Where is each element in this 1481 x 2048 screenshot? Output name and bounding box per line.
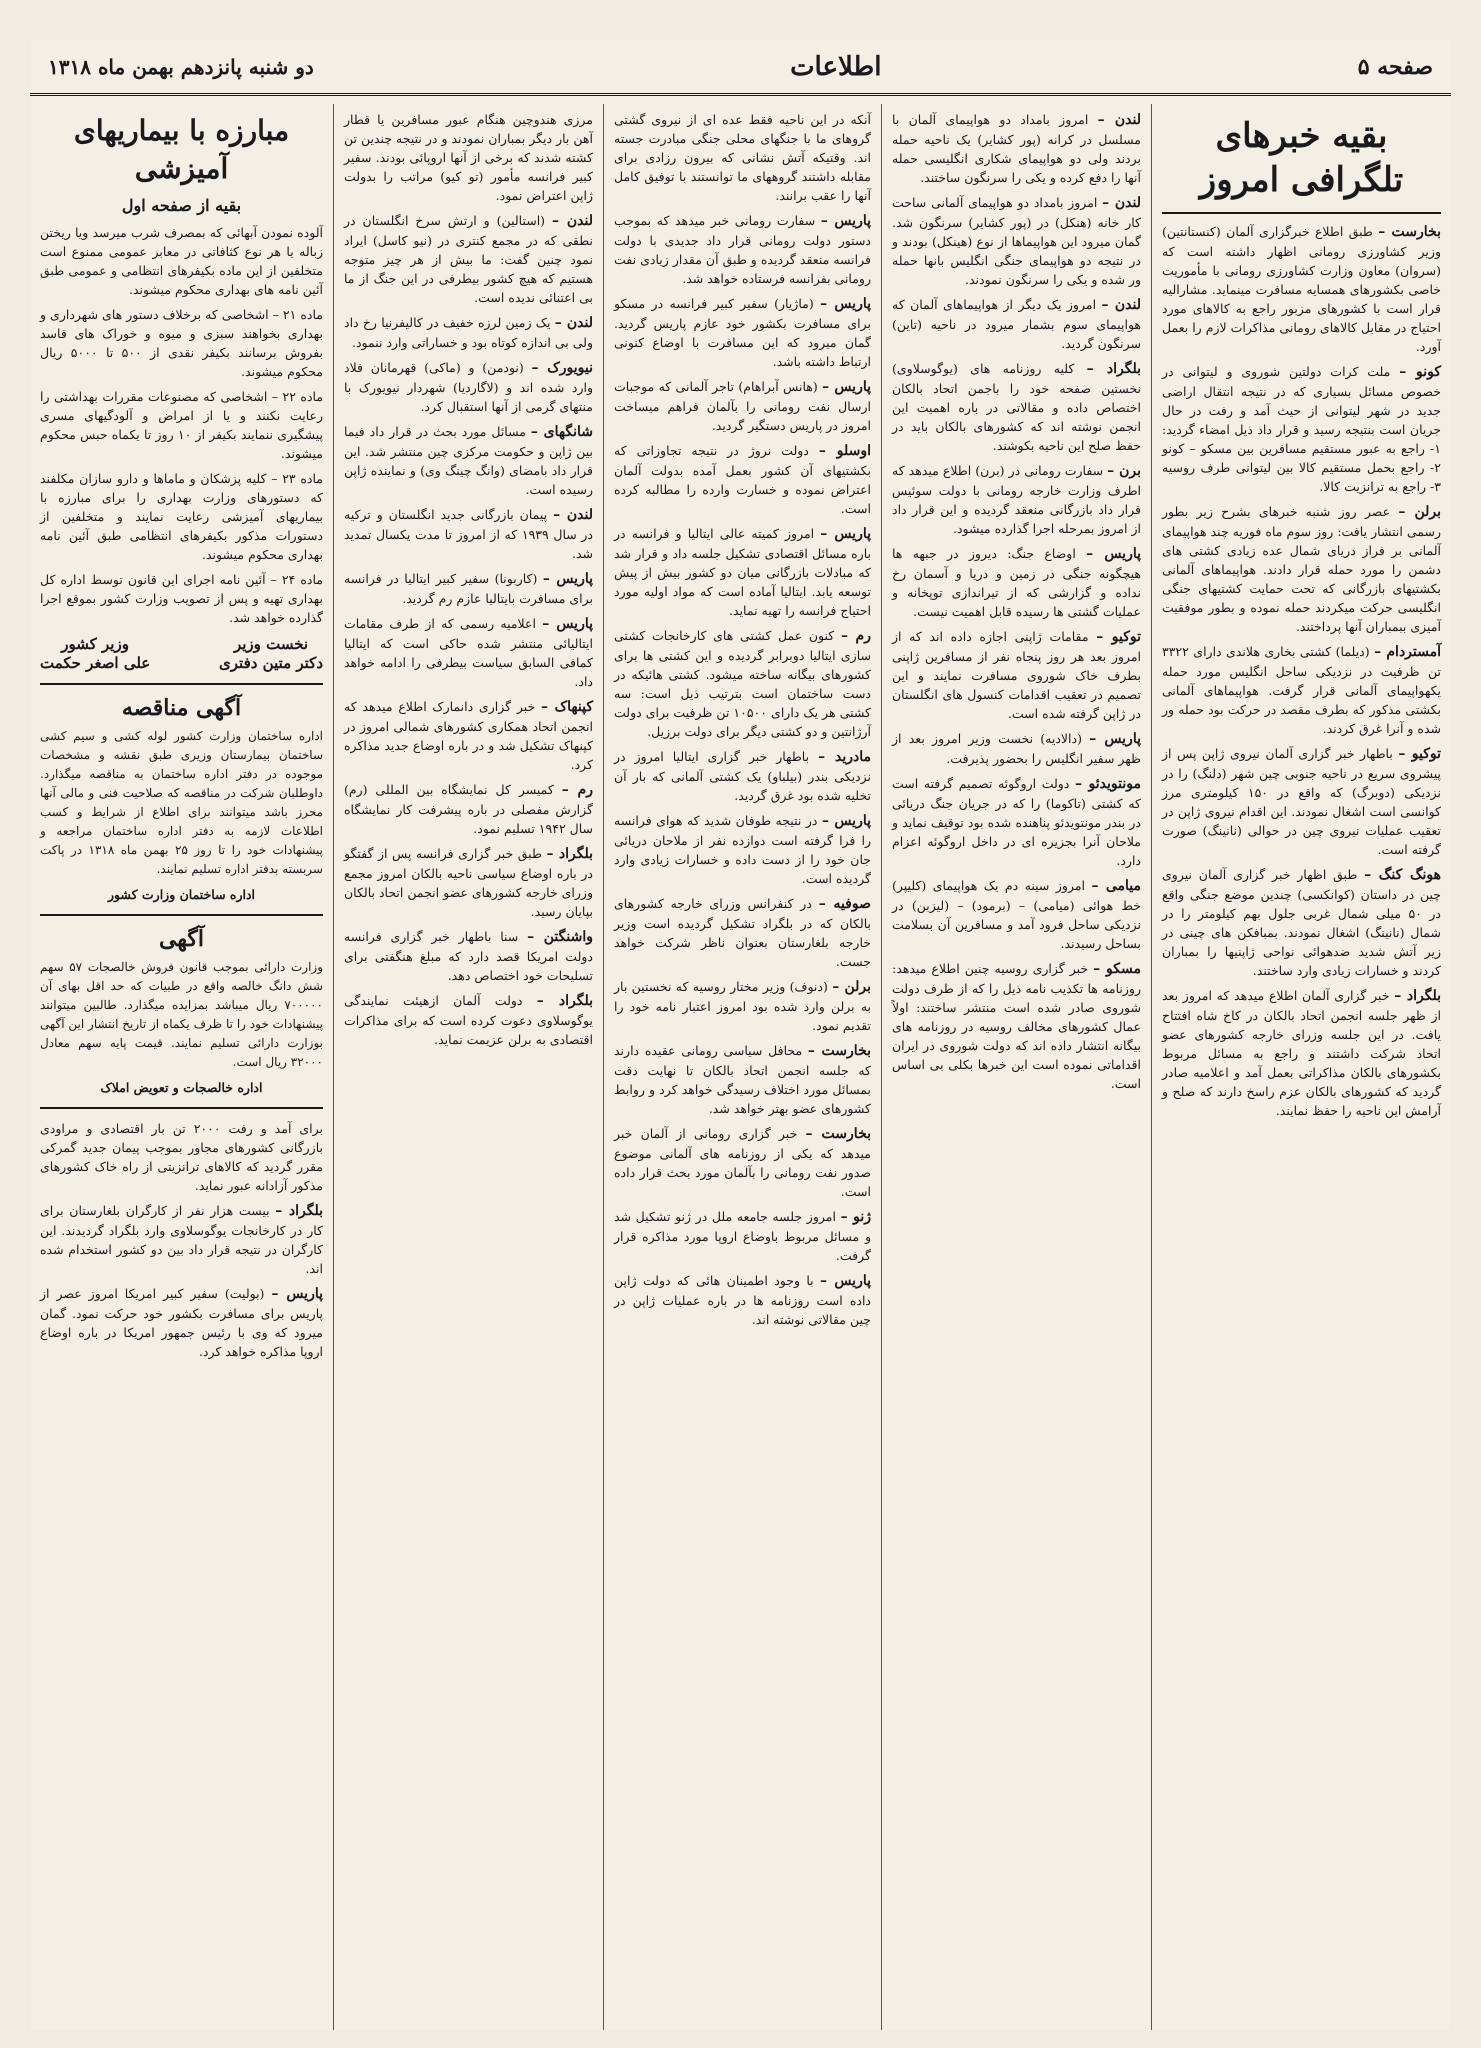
divider xyxy=(40,683,323,685)
issue-date: دو شنبه پانزدهم بهمن ماه ۱۳۱۸ xyxy=(48,54,314,79)
news-item: اوسلو – دولت نروژ در نتیجه تجاوزاتی که بکشتیهای آن کشور بعمل آمده بدولت آلمان اعتراض نموده و خسارت وارده را مطالبه کرده است. xyxy=(614,443,871,516)
news-item: ژنو – امروز جلسه جامعه ملل در ژنو تشکیل شد و مسائل مربوط باوضاع اروپا مورد مذاکره قرار گرفت. xyxy=(614,1209,871,1263)
news-item: کپنهاک – خبر گزاری دانمارک اطلاع میدهد که انجمن اتحاد همکاری کشورهای شمالی امروز در کپنهاک تشکیل شد و در باره اوضاع جدید مذاکره کرد. xyxy=(344,699,593,772)
news-item: توکیو – باطهار خبر گزاری آلمان نیروی ژاپن پس از پیشروی سریع در ناحیه جنوبی چین شهر (دلنگ) را در نزدیکی (دوبرگ) که واقع در ۱۵۰ کیلومتری مرز کوانسی است اشغال نمودند. این اقدام نیروی ژاپن در تعقیب عملیات نیروی چین در حوالی (نانینگ) صورت گرفته است. xyxy=(1162,746,1442,857)
news-item: لندن – پیمان بازرگانی جدید انگلستان و ترکیه در سال ۱۹۳۹ که از امروز تا مدت یکسال تمدید شد. xyxy=(344,507,593,561)
news-item: واشنگتن – سنا باطهار خبر گزاری فرانسه دولت امریکا قصد دارد که مبلغ هنگفتی برای تسلیحات خود اختصاص دهد. xyxy=(344,929,593,983)
news-item: آمستردام – (دیلما) کشتی بخاری هلاندی دارای ۳۳۲۲ تن ظرفیت در نزدیکی ساحل انگلیس مورد حمله یکهواپیمای آلمانی قرار گرفت. هواپیماهای آلمانی بکشتی مذکور که بطرف مقصد در حرکت بود حمله ور شده و آنرا غرق کردند. xyxy=(1162,644,1442,736)
columns xyxy=(30,104,1451,2030)
page-number: صفحه ۵ xyxy=(1357,53,1433,80)
news-item: بلگراد – بیست هزار نفر از کارگران بلغارستان برای کار در کارخانجات یوگوسلاوی وارد بلگراد گردیدند. این کارگران در نتیجه قرار داد بین دو کشور استخدام شده اند. xyxy=(40,1203,323,1276)
law-paragraph: آلوده نمودن آبهائی که بمصرف شرب میرسد ویا ریختن زباله یا هر نوع کثافاتی در معابر عمومی ممنوع است متخلفین از این ماده بکیفرهای انتظامی و عمومی طبق آئین نامه های بهداری محکوم میشوند. xyxy=(40,225,323,297)
news-item: لندن – (استالین) و ارتش سرخ انگلستان در نطقی که در مجمع کنتری در (نیو کاسل) ایراد نمود چنین گفت: ما بیش از هر چیز متوجه هستیم که هیچ کشور بیطرفی در این جنگ از ما بی اعتنائی ندیده است. xyxy=(344,213,594,305)
law-paragraph: ماده ۲۲ – اشخاصی که مصنوعات مقررات بهداشتی را رعایت نکنند و یا از امراض و آلودگیهای مسری پیشگیری ننمایند بکیفر از ۱۰ روز تا یکماه حبس محکوم میشوند. xyxy=(40,389,324,461)
column-2 xyxy=(333,104,603,2030)
news-item: توکیو – مقامات ژاپنی اجازه داده اند که از امروز بعد هر روز پنجاه نفر از مسافرین ژاپنی بطرف خاک شوروی مسافرت نمایند و این تصمیم در تعقیب اقدامات کنسول های انگلستان در ژاپن گرفته شده است. xyxy=(892,629,1142,721)
news-item: نیویورک – (نودمن) و (ماکی) قهرمانان فلاد وارد شده اند و (لاگاردیا) شهردار نیویورک با منتهای گرمی از آنها استقبال کرد. xyxy=(344,360,593,414)
news-item: هونگ کنگ – طبق اظهار خبر گزاری آلمان نیروی چین در داستان (کوانکسی) چندین موضع جنگی واقع در ۵۰ میلی شمال غربی جلول بهم کیلومتر را در شمال (نانینگ) اشغال نمودند. بمبافکن های چینی در زیر آتش شدید ضدهوائی نواحی ژاپنیها را بمباران کردند و خسارات زیادی وارد ساختند. xyxy=(1162,867,1441,978)
news-item: پاریس – (کاربونا) سفیر کبیر ایتالیا در فرانسه برای مسافرت بایتالیا عازم رم گردید. xyxy=(344,571,593,606)
news-item: رم – کمیسر کل نمایشگاه بین المللی (رم) گزارش مفصلی در باره پیشرفت کار نمایشگاه سال ۱۹۴۲ تسلیم نمود. xyxy=(344,782,593,836)
news-item: کونو – ملت کرات دولتین شوروی و لیتوانی در خصوص مسائل بسیاری که در نتیجه انتقال اراضی جدید در شهر لیتوانی از حیث آمد و رفت در حال جریان است بنتیجه رسید و قرار داد ذیل امضاء گردید: ۱- راجع به عبور مستقیم مسافرین بین مسکو – کونو ۲- راجع بحمل مستقیم کالا بین لیتوانی طرف روسیه ۳- راجع به ترانزیت کالا. xyxy=(1162,364,1441,494)
news-item: بخارست – طبق اطلاع خبرگزاری آلمان (کنستانتین) وزیر کشاورزی رومانی اظهار داشته است که (سروان) معاون وزارت کشاورزی رومانی با مأموریت خاصی بکشورهای همسایه مسافرت مینماید. مشارالیه قرار است با کشورهای مزبور راجع به کالاهای مورد احتیاج در مقابل کالاهای رومانی مذاکرات لازم را بعمل آورد. xyxy=(1162,224,1441,354)
law-paragraph: ماده ۲۳ – کلیه پزشکان و ماماها و دارو سازان مکلفند که دستورهای وزارت بهداری را برای مبارزه با بیماریهای آمیزشی رعایت نمایند و متخلفین از دستورات مذکور بکیفرهای انتظامی طبق آئین نامه بهداری محکوم میشوند. xyxy=(40,471,324,562)
notice-footer: اداره خالصجات و تعویض املاک xyxy=(100,1080,263,1095)
news-item: صوفیه – در کنفرانس وزرای خارجه کشورهای بالکان که در بلگراد تشکیل گردیده است وزیر خارجه بلغارستان بعنوان ناظر شرکت خواهد جست. xyxy=(614,896,871,969)
tender-notice-footer: اداره ساختمان وزارت کشور xyxy=(107,887,256,902)
news-item: رم – کنون عمل کشتی های کارخانجات کشتی سازی ایتالیا دوبرابر گردیده و این کشتی ها برای کشورهای بیگانه ساخته میشود. کشتی هائیکه در دست ساختمان است بترتیب ذیل است: سه کشتی هر یک دارای ۱۰۵۰۰ تن ظرفیت برای دولت آرژانتین و دو کشتی دیگر برای دولت برزیل. xyxy=(614,628,871,739)
news-item: میامی – امروز سینه دم یک هواپیمای (کلیپر) خط هوائی (میامی) – (برمود) – (لیزبن) در نزدیکی ساحل فرود آمد و مسافرین آن بسلامت بساحل رسیدند. xyxy=(892,878,1142,951)
news-item: لندن – امروز یک دیگر از هواپیماهای آلمان که هواپیمای سوم بشمار میرود در ناحیه (تاین) سرنگون گردید. xyxy=(892,297,1141,351)
signature-interior-minister: وزیر کشور علی اصغر حکمت xyxy=(40,635,151,672)
divider xyxy=(40,914,323,916)
signatures xyxy=(40,635,323,673)
news-item: بخارست – محافل سیاسی رومانی عقیده دارند که جلسه انجمن اتحاد بالکان تا نهایت دقت بمسائل مورد اختلاف رسیدگی خواهد کرد و روابط کشورهای عضو بهتر خواهد شد. xyxy=(614,1043,871,1116)
telegraph-news-banner: بقیه خبرهای تلگرافی امروز xyxy=(1162,110,1441,214)
news-item: پاریس – (دالادیه) نخست وزیر امروز بعد از ظهر سفیر انگلیس را بحضور پذیرفت. xyxy=(892,731,1141,766)
news-item: بخارست – خبر گزاری رومانی از آلمان خبر میدهد که یکی از روزنامه های آلمانی موضوع صدور نفت رومانی را بآلمان مورد بحث قرار داده است. xyxy=(614,1126,871,1199)
news-item: شانگهای – مسائل مورد بحث در قرار داد فیما بین ژاپن و حکومت مرکزی چین منتشر شد. این قرار داد بامضای (وانگ چینگ وی) و نماینده ژاپن رسیده است. xyxy=(344,424,593,497)
column-venereal-disease-law xyxy=(30,104,333,2030)
news-item: پاریس – (بولیت) سفیر کبیر امریکا امروز عصر از پاریس برای مسافرت بکشور خود حرکت نمود. گمان میرود که وی با رئیس جمهور امریکا در باره اوضاع اروپا مذاکره خواهد کرد. xyxy=(40,1286,323,1359)
news-item: بلگراد – خبر گزاری آلمان اطلاع میدهد که امروز بعد از ظهر جلسه انجمن اتحاد بالکان در کاخ شاه افتتاح یافت. در این جلسه وزرای خارجه کشورهای عضو اتحاد شرکت داشتند و راجع به مسائل مربوط بکشورهای بالکان مذاکراتی بعمل آمد و اعلامیه صادر گردید که کشورهای بالکان عزم راسخ دارند که صلح و آرامش این ناحیه را حفظ نمایند. xyxy=(1162,988,1441,1118)
law-paragraph: ماده ۲۱ – اشخاصی که برخلاف دستور های شهرداری و بهداری بخواهند سبزی و میوه و خوراک های فاسد بفروش برسانند بکیفر نقدی از ۵۰۰ تا ۵۰۰۰ ریال محکوم میشوند. xyxy=(40,307,323,379)
law-paragraph: ماده ۲۴ – آئین نامه اجرای این قانون توسط اداره کل بهداری تهیه و پس از تصویب وزارت کشور بموقع اجرا گذارده خواهد شد. xyxy=(40,572,324,625)
news-item: بلگراد – دولت آلمان ازهیئت نمایندگی یوگوسلاوی دعوت کرده است که برای مذاکرات اقتصادی به برلن عزیمت نماید. xyxy=(344,993,593,1047)
news-item: پاریس – در نتیجه طوفان شدید که هوای فرانسه را فرا گرفته است دوازده نفر از ملاحان دریائی جان خود را از دست داده و خسارات زیادی وارد گردیده است. xyxy=(614,813,871,886)
column-3 xyxy=(603,104,881,2030)
news-item: بلگراد – طبق خبر گزاری فرانسه پس از گفتگو در باره اوضاع سیاسی ناحیه بالکان امروز مجمع وزرای خارجه کشورهای عضو انجمن اتحاد بالکان بپایان رسید. xyxy=(344,846,593,919)
news-item: مونتویدئو – دولت اروگوئه تصمیم گرفته است که کشتی (تاکوما) را که در جریان جنگ دریائی در بندر مونتویدئو پناهنده شده بود توقیف نماید و ملاحان آنرا بجزیره ای در داخل اروگوئه اعزام دارد. xyxy=(892,776,1141,868)
divider xyxy=(40,1107,323,1109)
masthead xyxy=(30,40,1451,96)
signature-prime-minister: نخست وزیر دکتر متین دفتری xyxy=(219,635,323,672)
news-item: مرزی هندوچین هنگام عبور مسافرین یا قطار آهن بار دیگر بمباران نمودند و در نتیجه چندین تن کشته شدند که برخی از آنها اروپائی بودند. سفیر کبیر فرانسه مأمور (تو کیو) مراتب را بدولت ژاپن اعتراض نمود. xyxy=(344,112,593,203)
news-item: مادرید – باطهار خبر گزاری ایتالیا امروز در نزدیکی بندر (بیلباو) یک کشتی آلمانی که بار آن تخلیه شده بود غرق گردید. xyxy=(614,749,871,803)
news-item: برلن – (دنوف) وزیر مختار روسیه که نخستین بار به برلن وارد شده بود امروز اعتبار نامه خود را تقدیم نمود. xyxy=(614,979,871,1033)
tender-notice-title: آگهی مناقصه xyxy=(121,695,242,721)
news-item: پاریس – (ماژیار) سفیر کبیر فرانسه در مسکو برای مسافرت بکشور خود عازم پاریس گردید. گمان میرود که این مسافرت با اوضاع کنونی ارتباط داشته باشد. xyxy=(614,296,871,369)
column-telegraph-news xyxy=(1151,104,1451,2030)
news-item: آنکه در این ناحیه فقط عده ای از نیروی گشتی گروهای ما با جنگهای محلی جنگی مبادرت جسته اند. وقتیکه آتش نشانی که بیرون رزادی برای مقابله داشتند گروههای ما توانستند با توفیق کامل آنها را عقب برانند. xyxy=(614,112,871,203)
news-item: پاریس – با وجود اطمینان هائی که دولت ژاپن داده است روزنامه ها در باره عملیات ژاپن در چین مقالاتی نوشته اند. xyxy=(614,1273,871,1327)
news-item: پاریس – (هانس آبراهام) تاجر آلمانی که موجبات ارسال نفت رومانی را بآلمان فراهم میساخت امروز در پاریس دستگیر گردید. xyxy=(614,379,872,433)
law-article-title: مبارزه با بیماریهای آمیزشی xyxy=(73,114,290,185)
tender-notice-body: اداره ساختمان وزارت کشور لوله کشی و سیم کشی ساختمان بیمارستان وزیری طبق نقشه و مشخصات موجوده در دفتر اداره ساختمان به مناقصه میگذارد. داوطلبان شرکت در مناقصه که صلاحیت فنی و مالی آنها محرز باشد میتوانند برای اطلاع از شرایط و کسب اطلاعات لازمه به دفتر اداره ساختمان مراجعه و پیشنهادات خود را تا روز ۲۵ بهمن ماه ۱۳۱۸ در پاکت سربسته بدفتر اداره تسلیم نمایند. xyxy=(40,729,323,876)
news-item: پاریس – سفارت رومانی خبر میدهد که بموجب دستور دولت رومانی قرار داد جدیدی با دولت فرانسه منعقد گردیده و طبق آن مقدار زیادی نفت رومانی بفرانسه فرستاده خواهد شد. xyxy=(614,213,871,286)
news-item: لندن – امروز بامداد دو هواپیمای آلمان با مسلسل در کرانه (پور کشایر) یک ناحیه حمله بردند ولی دو هواپیمای شکاری انگلیسی حمله آنها را دفع کرده و یکی را سرنگون ساختند. xyxy=(892,112,1141,185)
news-item: پاریس – اعلامیه رسمی که از طرف مقامات ایتالیائی منتشر شده حاکی است که ایتالیا کمافی السابق سیاست بیطرفی را ادامه خواهد داد. xyxy=(344,616,593,689)
news-item: برای آمد و رفت ۲۰۰۰ تن بار اقتصادی و مراودی بازرگانی کشورهای مجاور بموجب پیمان جدید گمرکی مقرر گردید که کالاهای ترانزیتی از راه خاک کشورهای مذکور آزادانه عبور نماید. xyxy=(40,1121,323,1193)
continued-from: بقیه از صفحه اول xyxy=(121,196,242,215)
paper-name: اطلاعات xyxy=(790,51,882,82)
news-item: بلگراد – کلیه روزنامه های (یوگوسلاوی) نخستین صفحه خود را باجمن اتحاد بالکان اختصاص داده و مقالاتی در باره اهمیت این انجمن نوشته اند که کشورهای بالکان باید در حفظ صلح این ناحیه بکوشند. xyxy=(892,361,1141,453)
newspaper-page xyxy=(30,40,1451,2030)
column-4 xyxy=(881,104,1151,2030)
news-item: لندن – امروز بامداد دو هواپیمای آلمانی ساحت کار خانه (هنکل) در (پور کشایر) سرنگون شد. گمان میرود این هواپیماها از نوع (هینکل) بودند و در نتیجه دو هواپیمای جنگی انگلیس بانها حمله ور شده و یکی را سرنگون نمودند. xyxy=(892,195,1141,287)
news-item: مسکو – خبر گزاری روسیه چنین اطلاع میدهد: روزنامه ها تکذیب نامه ذیل را که از طرف دولت شوروی صادر شده است منتشر ساختند: اولاً عمال کشورهای مخالف روسیه در روزنامه های بیگانه انتشار داده اند که دولت شوروی در ایران اقداماتی نموده است این خبرها بکلی بی اساس است. xyxy=(892,961,1142,1091)
news-item: لندن – یک زمین لرزه خفیف در کالیفرنیا رخ داد ولی بی اندازه کوتاه بود و خساراتی وارد ننمود. xyxy=(344,315,593,350)
notice-body: وزارت دارائی بموجب قانون فروش خالصجات ۵۷ سهم شش دانگ خالصه واقع در طبیات که حد اقل بهای آن ۷۰۰۰۰۰ ریال میباشد بمزایده میگذارد. طالبین میتوانند پیشنهادات خود را تا ظرف یکماه از تاریخ انتشار این آگهی بوزارت دارائی تسلیم نمایند. قیمت پایه سهم معادل ۳۲۰۰۰ ریال است. xyxy=(40,960,324,1069)
news-item: برن – سفارت رومانی در (برن) اطلاع میدهد که اطرف وزارت خارجه رومانی با دولت سوئیس قرار داد بازرگانی منعقد گردیده و این قرار داد از امروز بمرحله اجرا گذارده میشود. xyxy=(892,463,1142,536)
news-item: پاریس – اوضاع جنگ: دیروز در جبهه ها هیچگونه جنگی در زمین و دریا و آسمان رخ نداده و گزارشی که از تیراندازی توپخانه و عملیات گشتی ها رسیده قابل اهمیت نیست. xyxy=(892,546,1141,619)
notice-title: آگهی xyxy=(158,926,205,952)
news-item: برلن – عصر روز شنبه خبرهای بشرح زیر بطور رسمی انتشار یافت: روز سوم ماه فوریه چند هواپیمای آلمانی بر فراز دریای شمال عده زیادی کشتی های دشمن را مورد حمله قرار دادند. هواپیماهای آلمانی بکشتیهای بازرگانی که تحت حمایت کشتیهای جنگی انگلیسی حرکت میکردند حمله نموده و بطور موفقیت آمیزی ببمباران آنها پرداختند. xyxy=(1162,504,1441,634)
news-item: پاریس – امروز کمیته عالی ایتالیا و فرانسه در باره مسائل اقتصادی تشکیل جلسه داد و قرار شد که مبادلات بازرگانی میان دو کشور بیش از پیش توسعه یابد. ایتالیا آماده است که مواد اولیه مورد احتیاج فرانسه را تهیه نماید. xyxy=(614,526,871,618)
